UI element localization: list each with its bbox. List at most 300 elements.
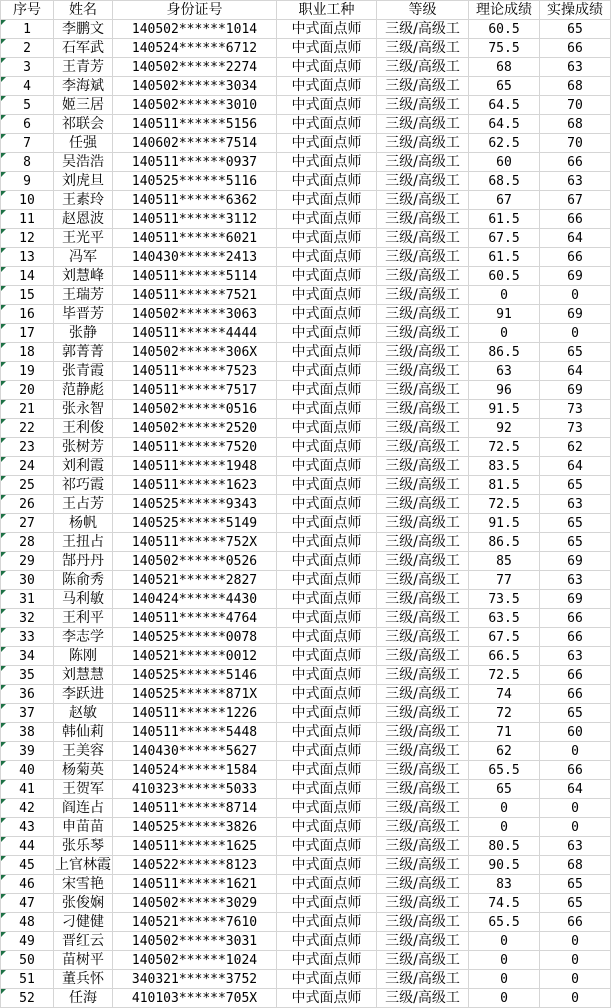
cell-occupation[interactable]: 中式面点师 — [277, 685, 377, 704]
column-header-id-number[interactable]: 身份证号 — [113, 1, 277, 20]
cell-occupation[interactable]: 中式面点师 — [277, 514, 377, 533]
cell-practical-score[interactable]: 69 — [540, 381, 611, 400]
cell-row-number[interactable]: 11 — [1, 210, 54, 229]
cell-practical-score[interactable]: 63 — [540, 495, 611, 514]
cell-practical-score[interactable]: 0 — [540, 286, 611, 305]
cell-occupation[interactable]: 中式面点师 — [277, 894, 377, 913]
cell-row-number[interactable]: 1 — [1, 20, 54, 39]
cell-row-number[interactable]: 5 — [1, 96, 54, 115]
cell-theory-score[interactable]: 60.5 — [469, 267, 540, 286]
cell-practical-score[interactable]: 66 — [540, 609, 611, 628]
cell-theory-score[interactable]: 86.5 — [469, 343, 540, 362]
cell-name[interactable]: 晋红云 — [54, 932, 113, 951]
cell-occupation[interactable]: 中式面点师 — [277, 305, 377, 324]
cell-id-number[interactable]: 140502******0526 — [113, 552, 277, 571]
cell-occupation[interactable]: 中式面点师 — [277, 362, 377, 381]
cell-theory-score[interactable]: 0 — [469, 970, 540, 989]
cell-occupation[interactable]: 中式面点师 — [277, 818, 377, 837]
cell-theory-score[interactable]: 65 — [469, 780, 540, 799]
cell-theory-score[interactable]: 67.5 — [469, 628, 540, 647]
cell-id-number[interactable]: 140511******1625 — [113, 837, 277, 856]
cell-practical-score[interactable]: 69 — [540, 552, 611, 571]
cell-level[interactable]: 三级/高级工 — [377, 20, 469, 39]
cell-theory-score[interactable]: 72 — [469, 704, 540, 723]
cell-id-number[interactable]: 410323******5033 — [113, 780, 277, 799]
cell-practical-score[interactable]: 68 — [540, 115, 611, 134]
cell-occupation[interactable]: 中式面点师 — [277, 77, 377, 96]
cell-theory-score[interactable]: 74.5 — [469, 894, 540, 913]
cell-theory-score[interactable]: 0 — [469, 799, 540, 818]
cell-practical-score[interactable]: 65 — [540, 476, 611, 495]
cell-row-number[interactable]: 49 — [1, 932, 54, 951]
cell-name[interactable]: 王瑞芳 — [54, 286, 113, 305]
cell-level[interactable]: 三级/高级工 — [377, 96, 469, 115]
cell-name[interactable]: 杨帆 — [54, 514, 113, 533]
cell-id-number[interactable]: 140511******1226 — [113, 704, 277, 723]
cell-practical-score[interactable]: 65 — [540, 20, 611, 39]
cell-practical-score[interactable]: 66 — [540, 153, 611, 172]
cell-row-number[interactable]: 52 — [1, 989, 54, 1008]
cell-level[interactable]: 三级/高级工 — [377, 229, 469, 248]
cell-name[interactable]: 毕晋芳 — [54, 305, 113, 324]
cell-theory-score[interactable]: 64.5 — [469, 115, 540, 134]
cell-occupation[interactable]: 中式面点师 — [277, 742, 377, 761]
cell-level[interactable]: 三级/高级工 — [377, 609, 469, 628]
cell-id-number[interactable]: 140511******7517 — [113, 381, 277, 400]
cell-row-number[interactable]: 35 — [1, 666, 54, 685]
cell-level[interactable]: 三级/高级工 — [377, 134, 469, 153]
cell-level[interactable]: 三级/高级工 — [377, 514, 469, 533]
cell-id-number[interactable]: 140511******4444 — [113, 324, 277, 343]
cell-id-number[interactable]: 140502******3010 — [113, 96, 277, 115]
cell-theory-score[interactable]: 0 — [469, 989, 540, 1008]
cell-theory-score[interactable]: 91.5 — [469, 514, 540, 533]
cell-row-number[interactable]: 42 — [1, 799, 54, 818]
cell-row-number[interactable]: 51 — [1, 970, 54, 989]
cell-id-number[interactable]: 140522******8123 — [113, 856, 277, 875]
cell-occupation[interactable]: 中式面点师 — [277, 913, 377, 932]
cell-theory-score[interactable]: 65 — [469, 77, 540, 96]
cell-row-number[interactable]: 10 — [1, 191, 54, 210]
column-header-theory-score[interactable]: 理论成绩 — [469, 1, 540, 20]
cell-practical-score[interactable]: 66 — [540, 761, 611, 780]
cell-level[interactable]: 三级/高级工 — [377, 742, 469, 761]
cell-practical-score[interactable]: 70 — [540, 96, 611, 115]
cell-level[interactable]: 三级/高级工 — [377, 58, 469, 77]
cell-level[interactable]: 三级/高级工 — [377, 780, 469, 799]
cell-row-number[interactable]: 30 — [1, 571, 54, 590]
cell-id-number[interactable]: 140430******5627 — [113, 742, 277, 761]
cell-occupation[interactable]: 中式面点师 — [277, 571, 377, 590]
cell-row-number[interactable]: 17 — [1, 324, 54, 343]
cell-id-number[interactable]: 140511******8714 — [113, 799, 277, 818]
cell-occupation[interactable]: 中式面点师 — [277, 419, 377, 438]
cell-id-number[interactable]: 140525******9343 — [113, 495, 277, 514]
cell-id-number[interactable]: 140511******7520 — [113, 438, 277, 457]
cell-theory-score[interactable]: 0 — [469, 324, 540, 343]
cell-theory-score[interactable]: 90.5 — [469, 856, 540, 875]
cell-name[interactable]: 杨菊英 — [54, 761, 113, 780]
cell-row-number[interactable]: 38 — [1, 723, 54, 742]
cell-row-number[interactable]: 15 — [1, 286, 54, 305]
cell-level[interactable]: 三级/高级工 — [377, 951, 469, 970]
cell-practical-score[interactable]: 0 — [540, 742, 611, 761]
cell-name[interactable]: 刘慧峰 — [54, 267, 113, 286]
cell-practical-score[interactable]: 66 — [540, 666, 611, 685]
cell-level[interactable]: 三级/高级工 — [377, 647, 469, 666]
cell-level[interactable]: 三级/高级工 — [377, 761, 469, 780]
cell-level[interactable]: 三级/高级工 — [377, 77, 469, 96]
cell-occupation[interactable]: 中式面点师 — [277, 381, 377, 400]
cell-occupation[interactable]: 中式面点师 — [277, 229, 377, 248]
cell-name[interactable]: 宋雪艳 — [54, 875, 113, 894]
cell-practical-score[interactable]: 69 — [540, 590, 611, 609]
cell-theory-score[interactable]: 74 — [469, 685, 540, 704]
cell-theory-score[interactable]: 80.5 — [469, 837, 540, 856]
cell-name[interactable]: 王美容 — [54, 742, 113, 761]
cell-theory-score[interactable]: 72.5 — [469, 495, 540, 514]
cell-practical-score[interactable]: 0 — [540, 989, 611, 1008]
cell-name[interactable]: 姬三居 — [54, 96, 113, 115]
cell-level[interactable]: 三级/高级工 — [377, 533, 469, 552]
cell-id-number[interactable]: 140521******2827 — [113, 571, 277, 590]
cell-occupation[interactable]: 中式面点师 — [277, 286, 377, 305]
cell-name[interactable]: 上官林霞 — [55, 856, 111, 873]
cell-name[interactable]: 张树芳 — [54, 438, 113, 457]
cell-id-number[interactable]: 140502******2274 — [113, 58, 277, 77]
cell-occupation[interactable]: 中式面点师 — [277, 438, 377, 457]
cell-practical-score[interactable]: 64 — [540, 362, 611, 381]
cell-name[interactable]: 张静 — [54, 324, 113, 343]
cell-id-number[interactable]: 140502******1014 — [113, 20, 277, 39]
cell-practical-score[interactable]: 63 — [540, 647, 611, 666]
cell-id-number[interactable]: 140502******0516 — [113, 400, 277, 419]
cell-row-number[interactable]: 3 — [1, 58, 54, 77]
cell-name[interactable]: 祁联会 — [54, 115, 113, 134]
cell-id-number[interactable]: 140521******7610 — [113, 913, 277, 932]
cell-practical-score[interactable]: 63 — [540, 172, 611, 191]
cell-theory-score[interactable]: 61.5 — [469, 248, 540, 267]
cell-theory-score[interactable]: 0 — [469, 286, 540, 305]
cell-practical-score[interactable]: 63 — [540, 571, 611, 590]
cell-id-number[interactable]: 140511******7521 — [113, 286, 277, 305]
cell-practical-score[interactable]: 73 — [540, 400, 611, 419]
cell-level[interactable]: 三级/高级工 — [377, 324, 469, 343]
cell-practical-score[interactable]: 0 — [540, 799, 611, 818]
cell-name[interactable]: 刘慧慧 — [54, 666, 113, 685]
cell-occupation[interactable]: 中式面点师 — [277, 172, 377, 191]
cell-practical-score[interactable]: 65 — [540, 894, 611, 913]
cell-occupation[interactable]: 中式面点师 — [277, 134, 377, 153]
cell-occupation[interactable]: 中式面点师 — [277, 495, 377, 514]
cell-name[interactable]: 赵敏 — [54, 704, 113, 723]
cell-id-number[interactable]: 140511******1623 — [113, 476, 277, 495]
cell-theory-score[interactable]: 68 — [469, 58, 540, 77]
cell-name[interactable]: 王贺军 — [54, 780, 113, 799]
cell-id-number[interactable]: 140511******3112 — [113, 210, 277, 229]
cell-row-number[interactable]: 31 — [1, 590, 54, 609]
cell-row-number[interactable]: 34 — [1, 647, 54, 666]
cell-level[interactable]: 三级/高级工 — [377, 894, 469, 913]
cell-level[interactable]: 三级/高级工 — [377, 419, 469, 438]
cell-theory-score[interactable]: 77 — [469, 571, 540, 590]
cell-level[interactable]: 三级/高级工 — [377, 723, 469, 742]
cell-row-number[interactable]: 4 — [1, 77, 54, 96]
cell-theory-score[interactable]: 91.5 — [469, 400, 540, 419]
cell-row-number[interactable]: 48 — [1, 913, 54, 932]
cell-level[interactable]: 三级/高级工 — [377, 248, 469, 267]
cell-level[interactable]: 三级/高级工 — [377, 685, 469, 704]
cell-level[interactable]: 三级/高级工 — [377, 875, 469, 894]
cell-level[interactable]: 三级/高级工 — [377, 267, 469, 286]
cell-practical-score[interactable]: 66 — [540, 685, 611, 704]
cell-name[interactable]: 王利平 — [54, 609, 113, 628]
cell-name[interactable]: 王扭占 — [54, 533, 113, 552]
cell-occupation[interactable]: 中式面点师 — [277, 799, 377, 818]
cell-name[interactable]: 韩仙莉 — [54, 723, 113, 742]
cell-level[interactable]: 三级/高级工 — [377, 552, 469, 571]
cell-row-number[interactable]: 6 — [1, 115, 54, 134]
cell-occupation[interactable]: 中式面点师 — [277, 400, 377, 419]
cell-practical-score[interactable]: 67 — [540, 191, 611, 210]
cell-id-number[interactable]: 340321******3752 — [113, 970, 277, 989]
cell-practical-score[interactable]: 66 — [540, 628, 611, 647]
cell-level[interactable]: 三级/高级工 — [377, 818, 469, 837]
cell-theory-score[interactable]: 64.5 — [469, 96, 540, 115]
cell-occupation[interactable]: 中式面点师 — [277, 248, 377, 267]
cell-practical-score[interactable]: 65 — [540, 343, 611, 362]
cell-row-number[interactable]: 8 — [1, 153, 54, 172]
cell-row-number[interactable]: 32 — [1, 609, 54, 628]
cell-occupation[interactable]: 中式面点师 — [277, 647, 377, 666]
cell-practical-score[interactable]: 73 — [540, 419, 611, 438]
cell-name[interactable]: 石军武 — [54, 39, 113, 58]
cell-level[interactable]: 三级/高级工 — [377, 457, 469, 476]
cell-theory-score[interactable]: 60.5 — [469, 20, 540, 39]
cell-row-number[interactable]: 47 — [1, 894, 54, 913]
cell-practical-score[interactable]: 0 — [540, 932, 611, 951]
cell-id-number[interactable]: 140525******5116 — [113, 172, 277, 191]
cell-level[interactable]: 三级/高级工 — [377, 666, 469, 685]
cell-level[interactable]: 三级/高级工 — [377, 191, 469, 210]
cell-id-number[interactable]: 140502******2520 — [113, 419, 277, 438]
cell-id-number[interactable]: 140511******0937 — [113, 153, 277, 172]
cell-theory-score[interactable]: 71 — [469, 723, 540, 742]
cell-occupation[interactable]: 中式面点师 — [277, 39, 377, 58]
cell-name[interactable]: 张永智 — [54, 400, 113, 419]
cell-level[interactable]: 三级/高级工 — [377, 704, 469, 723]
cell-name[interactable]: 任强 — [54, 134, 113, 153]
cell-row-number[interactable]: 50 — [1, 951, 54, 970]
cell-name[interactable]: 任海 — [54, 989, 113, 1008]
cell-practical-score[interactable]: 60 — [540, 723, 611, 742]
cell-theory-score[interactable]: 73.5 — [469, 590, 540, 609]
cell-occupation[interactable]: 中式面点师 — [277, 20, 377, 39]
cell-occupation[interactable]: 中式面点师 — [277, 267, 377, 286]
cell-id-number[interactable]: 140511******5114 — [113, 267, 277, 286]
cell-occupation[interactable]: 中式面点师 — [277, 343, 377, 362]
cell-row-number[interactable]: 13 — [1, 248, 54, 267]
cell-level[interactable]: 三级/高级工 — [377, 476, 469, 495]
cell-row-number[interactable]: 23 — [1, 438, 54, 457]
cell-theory-score[interactable]: 67.5 — [469, 229, 540, 248]
cell-occupation[interactable]: 中式面点师 — [277, 210, 377, 229]
cell-id-number[interactable]: 140524******6712 — [113, 39, 277, 58]
cell-level[interactable]: 三级/高级工 — [377, 438, 469, 457]
cell-theory-score[interactable]: 85 — [469, 552, 540, 571]
cell-practical-score[interactable]: 65 — [540, 704, 611, 723]
cell-theory-score[interactable]: 63.5 — [469, 609, 540, 628]
cell-name[interactable]: 李鹏文 — [54, 20, 113, 39]
cell-level[interactable]: 三级/高级工 — [377, 856, 469, 875]
cell-id-number[interactable]: 140525******5146 — [113, 666, 277, 685]
cell-row-number[interactable]: 19 — [1, 362, 54, 381]
cell-occupation[interactable]: 中式面点师 — [277, 932, 377, 951]
cell-occupation[interactable]: 中式面点师 — [277, 552, 377, 571]
cell-name[interactable]: 张青霞 — [54, 362, 113, 381]
cell-level[interactable]: 三级/高级工 — [377, 381, 469, 400]
cell-practical-score[interactable]: 66 — [540, 39, 611, 58]
cell-row-number[interactable]: 22 — [1, 419, 54, 438]
cell-practical-score[interactable]: 0 — [540, 970, 611, 989]
cell-id-number[interactable]: 140502******1024 — [113, 951, 277, 970]
cell-row-number[interactable]: 46 — [1, 875, 54, 894]
cell-practical-score[interactable]: 68 — [540, 856, 611, 875]
cell-level[interactable]: 三级/高级工 — [377, 970, 469, 989]
cell-occupation[interactable]: 中式面点师 — [277, 324, 377, 343]
cell-row-number[interactable]: 20 — [1, 381, 54, 400]
cell-theory-score[interactable]: 86.5 — [469, 533, 540, 552]
cell-row-number[interactable]: 18 — [1, 343, 54, 362]
cell-theory-score[interactable]: 65.5 — [469, 761, 540, 780]
cell-name[interactable]: 陈俞秀 — [54, 571, 113, 590]
cell-theory-score[interactable]: 0 — [469, 818, 540, 837]
cell-name[interactable]: 董兵怀 — [54, 970, 113, 989]
cell-level[interactable]: 三级/高级工 — [377, 913, 469, 932]
cell-id-number[interactable]: 140430******2413 — [113, 248, 277, 267]
cell-theory-score[interactable]: 63 — [469, 362, 540, 381]
cell-occupation[interactable]: 中式面点师 — [277, 970, 377, 989]
cell-level[interactable]: 三级/高级工 — [377, 343, 469, 362]
cell-occupation[interactable]: 中式面点师 — [277, 609, 377, 628]
cell-name[interactable]: 马利敏 — [54, 590, 113, 609]
cell-id-number[interactable]: 140525******871X — [113, 685, 277, 704]
cell-occupation[interactable]: 中式面点师 — [277, 115, 377, 134]
cell-occupation[interactable]: 中式面点师 — [277, 875, 377, 894]
cell-name[interactable]: 吴浩浩 — [54, 153, 113, 172]
column-header-name[interactable]: 姓名 — [54, 1, 113, 20]
cell-id-number[interactable]: 140502******3034 — [113, 77, 277, 96]
cell-name[interactable]: 郜丹丹 — [54, 552, 113, 571]
cell-practical-score[interactable]: 63 — [540, 58, 611, 77]
cell-row-number[interactable]: 29 — [1, 552, 54, 571]
cell-practical-score[interactable]: 66 — [540, 210, 611, 229]
cell-row-number[interactable]: 43 — [1, 818, 54, 837]
cell-practical-score[interactable]: 66 — [540, 248, 611, 267]
cell-name[interactable]: 李志学 — [54, 628, 113, 647]
cell-occupation[interactable]: 中式面点师 — [277, 533, 377, 552]
cell-row-number[interactable]: 27 — [1, 514, 54, 533]
cell-level[interactable]: 三级/高级工 — [377, 932, 469, 951]
cell-occupation[interactable]: 中式面点师 — [277, 191, 377, 210]
cell-level[interactable]: 三级/高级工 — [377, 39, 469, 58]
cell-theory-score[interactable]: 60 — [469, 153, 540, 172]
cell-level[interactable]: 三级/高级工 — [377, 305, 469, 324]
cell-row-number[interactable]: 37 — [1, 704, 54, 723]
cell-name[interactable]: 李海斌 — [54, 77, 113, 96]
cell-practical-score[interactable]: 64 — [540, 457, 611, 476]
cell-row-number[interactable]: 40 — [1, 761, 54, 780]
cell-name[interactable]: 张乐琴 — [54, 837, 113, 856]
cell-name[interactable]: 赵恩波 — [54, 210, 113, 229]
cell-theory-score[interactable]: 67 — [469, 191, 540, 210]
cell-practical-score[interactable]: 62 — [540, 438, 611, 457]
cell-level[interactable]: 三级/高级工 — [377, 362, 469, 381]
cell-level[interactable]: 三级/高级工 — [377, 799, 469, 818]
cell-occupation[interactable]: 中式面点师 — [277, 96, 377, 115]
cell-practical-score[interactable]: 66 — [540, 913, 611, 932]
cell-theory-score[interactable]: 72.5 — [469, 666, 540, 685]
cell-name[interactable]: 王青芳 — [54, 58, 113, 77]
cell-id-number[interactable]: 140502******3029 — [113, 894, 277, 913]
cell-theory-score[interactable]: 65.5 — [469, 913, 540, 932]
cell-occupation[interactable]: 中式面点师 — [277, 590, 377, 609]
cell-row-number[interactable]: 45 — [1, 856, 54, 875]
cell-row-number[interactable]: 25 — [1, 476, 54, 495]
cell-name[interactable]: 苗树平 — [54, 951, 113, 970]
cell-id-number[interactable]: 140511******5448 — [113, 723, 277, 742]
cell-theory-score[interactable]: 66.5 — [469, 647, 540, 666]
cell-level[interactable]: 三级/高级工 — [377, 153, 469, 172]
cell-level[interactable]: 三级/高级工 — [377, 590, 469, 609]
cell-practical-score[interactable]: 70 — [540, 134, 611, 153]
cell-practical-score[interactable]: 68 — [540, 77, 611, 96]
cell-row-number[interactable]: 14 — [1, 267, 54, 286]
cell-occupation[interactable]: 中式面点师 — [277, 856, 377, 875]
cell-id-number[interactable]: 410103******705X — [113, 989, 277, 1008]
column-header-practical-score[interactable]: 实操成绩 — [540, 1, 611, 20]
cell-name[interactable]: 王光平 — [54, 229, 113, 248]
cell-practical-score[interactable]: 69 — [540, 267, 611, 286]
cell-practical-score[interactable]: 65 — [540, 875, 611, 894]
cell-row-number[interactable]: 28 — [1, 533, 54, 552]
column-header-row-number[interactable]: 序号 — [1, 1, 54, 20]
cell-name[interactable]: 郭菁菁 — [54, 343, 113, 362]
cell-practical-score[interactable]: 64 — [540, 780, 611, 799]
column-header-level[interactable]: 等级 — [377, 1, 469, 20]
cell-id-number[interactable]: 140525******0078 — [113, 628, 277, 647]
cell-name[interactable]: 申苗苗 — [54, 818, 113, 837]
cell-level[interactable]: 三级/高级工 — [377, 210, 469, 229]
cell-id-number[interactable]: 140524******1584 — [113, 761, 277, 780]
cell-theory-score[interactable]: 62.5 — [469, 134, 540, 153]
cell-occupation[interactable]: 中式面点师 — [277, 666, 377, 685]
cell-occupation[interactable]: 中式面点师 — [277, 951, 377, 970]
cell-id-number[interactable]: 140511******1948 — [113, 457, 277, 476]
cell-id-number[interactable]: 140525******3826 — [113, 818, 277, 837]
cell-row-number[interactable]: 16 — [1, 305, 54, 324]
cell-theory-score[interactable]: 96 — [469, 381, 540, 400]
cell-occupation[interactable]: 中式面点师 — [277, 704, 377, 723]
cell-name[interactable]: 范静彪 — [54, 381, 113, 400]
cell-id-number[interactable]: 140502******3031 — [113, 932, 277, 951]
cell-level[interactable]: 三级/高级工 — [377, 495, 469, 514]
cell-practical-score[interactable]: 65 — [540, 533, 611, 552]
cell-name[interactable]: 刁健健 — [54, 913, 113, 932]
cell-level[interactable]: 三级/高级工 — [377, 400, 469, 419]
cell-theory-score[interactable]: 91 — [469, 305, 540, 324]
cell-occupation[interactable]: 中式面点师 — [277, 989, 377, 1008]
